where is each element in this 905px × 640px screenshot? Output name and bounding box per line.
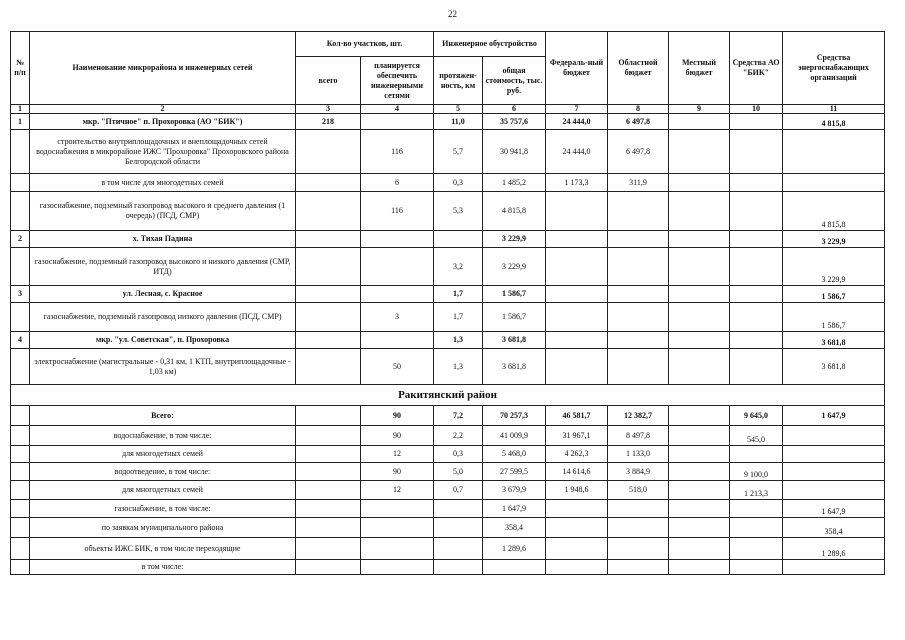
cell-length bbox=[434, 538, 483, 560]
cell-local bbox=[669, 231, 730, 248]
cell-length bbox=[434, 231, 483, 248]
cell-total: 12 bbox=[361, 481, 434, 500]
cell-total: 90 bbox=[361, 463, 434, 481]
cell-cost: 35 757,6 bbox=[483, 114, 546, 130]
cell-cost: 1 586,7 bbox=[483, 286, 546, 303]
table-row bbox=[11, 130, 885, 174]
cell-length: 0,3 bbox=[434, 446, 483, 463]
header-energy-funds: Средства энергоснабжающих организаций bbox=[783, 32, 885, 105]
cell-total bbox=[361, 560, 434, 575]
table-row bbox=[11, 560, 885, 575]
cell-regional bbox=[608, 349, 669, 385]
cell-cost: 3 679,9 bbox=[483, 481, 546, 500]
cell-total: 90 bbox=[361, 426, 434, 446]
row-name: газоснабжение, в том числе: bbox=[30, 500, 296, 518]
cell-cost: 1 289,6 bbox=[483, 538, 546, 560]
header-length: протяжен-ность, км bbox=[434, 57, 483, 105]
cell-energy: 1 647,9 bbox=[783, 406, 885, 426]
cell-cost: 3 229,9 bbox=[483, 248, 546, 286]
cell-planned bbox=[361, 114, 434, 130]
row-name: Всего: bbox=[30, 406, 296, 426]
cell-energy bbox=[783, 174, 885, 192]
engineering-networks-table bbox=[10, 31, 885, 575]
row-number bbox=[11, 463, 30, 481]
cell-length: 1,7 bbox=[434, 286, 483, 303]
row-name: х. Тихая Падина bbox=[30, 231, 296, 248]
row-number bbox=[11, 349, 30, 385]
cell-bik: 1 213,3 bbox=[730, 481, 783, 500]
cell-regional: 518,0 bbox=[608, 481, 669, 500]
cell-federal: 1 948,6 bbox=[546, 481, 608, 500]
header-federal-budget: Федераль-ный бюджет bbox=[546, 32, 608, 105]
cell-bik: 545,0 bbox=[730, 426, 783, 446]
cell-length: 1,7 bbox=[434, 303, 483, 332]
cell-energy: 1 586,7 bbox=[783, 303, 885, 332]
cell-federal bbox=[546, 332, 608, 349]
cell-local bbox=[669, 114, 730, 130]
cell-bik: 9 645,0 bbox=[730, 406, 783, 426]
cell-bik bbox=[730, 231, 783, 248]
table-row bbox=[11, 500, 885, 518]
cell-total-empty bbox=[296, 481, 361, 500]
cell-total bbox=[296, 130, 361, 174]
row-name: строительство внутриплощадочных и внеплощадочных сетей водоснабжения в микрорайоне ИЖС "Прохоровка" Прохоровского района Белгородской области bbox=[30, 130, 296, 174]
cell-total bbox=[296, 231, 361, 248]
cell-cost: 30 941,8 bbox=[483, 130, 546, 174]
cell-total bbox=[296, 174, 361, 192]
cell-regional: 311,9 bbox=[608, 174, 669, 192]
row-number bbox=[11, 500, 30, 518]
row-number bbox=[11, 481, 30, 500]
table-row bbox=[11, 463, 885, 481]
cell-federal: 46 581,7 bbox=[546, 406, 608, 426]
cell-regional bbox=[608, 231, 669, 248]
cell-planned bbox=[361, 231, 434, 248]
row-number bbox=[11, 130, 30, 174]
cell-regional bbox=[608, 538, 669, 560]
cell-cost bbox=[483, 560, 546, 575]
col-number: 5 bbox=[434, 105, 483, 114]
header-bik-funds: Средства АО "БИК" bbox=[730, 32, 783, 105]
cell-federal bbox=[546, 538, 608, 560]
table-row bbox=[11, 406, 885, 426]
cell-total bbox=[361, 538, 434, 560]
table-row bbox=[11, 481, 885, 500]
col-number: 8 bbox=[608, 105, 669, 114]
col-number: 3 bbox=[296, 105, 361, 114]
row-number: 1 bbox=[11, 114, 30, 130]
col-number: 7 bbox=[546, 105, 608, 114]
cell-total-empty bbox=[296, 426, 361, 446]
cell-total-empty bbox=[296, 500, 361, 518]
cell-federal bbox=[546, 560, 608, 575]
cell-local bbox=[669, 500, 730, 518]
cell-energy: 1 289,6 bbox=[783, 538, 885, 560]
cell-cost: 358,4 bbox=[483, 518, 546, 538]
row-name: газоснабжение, подземный газопровод высокого и среднего давления (1 очередь) (ПСД, СМР) bbox=[30, 192, 296, 231]
row-number bbox=[11, 446, 30, 463]
table-row bbox=[11, 114, 885, 130]
cell-local bbox=[669, 406, 730, 426]
row-number bbox=[11, 406, 30, 426]
row-number: 4 bbox=[11, 332, 30, 349]
cell-cost: 1 586,7 bbox=[483, 303, 546, 332]
cell-total-empty bbox=[296, 518, 361, 538]
table-row bbox=[11, 286, 885, 303]
cell-bik: 9 100,0 bbox=[730, 463, 783, 481]
cell-local bbox=[669, 248, 730, 286]
col-number: 10 bbox=[730, 105, 783, 114]
cell-total bbox=[361, 500, 434, 518]
cell-regional: 8 497,8 bbox=[608, 426, 669, 446]
cell-bik bbox=[730, 538, 783, 560]
header-col-number: № п/п bbox=[11, 32, 30, 105]
cell-bik bbox=[730, 192, 783, 231]
row-name: мкр. "Птичное" п. Прохоровка (АО "БИК") bbox=[30, 114, 296, 130]
cell-cost: 3 681,8 bbox=[483, 332, 546, 349]
cell-federal bbox=[546, 192, 608, 231]
cell-total bbox=[296, 303, 361, 332]
cell-bik bbox=[730, 174, 783, 192]
cell-energy bbox=[783, 463, 885, 481]
row-name: объекты ИЖС БИК, в том числе переходящие bbox=[30, 538, 296, 560]
cell-cost: 3 229,9 bbox=[483, 231, 546, 248]
row-name: водоотведение, в том числе: bbox=[30, 463, 296, 481]
col-number: 6 bbox=[483, 105, 546, 114]
table-row bbox=[11, 426, 885, 446]
cell-bik bbox=[730, 349, 783, 385]
row-number bbox=[11, 303, 30, 332]
cell-local bbox=[669, 130, 730, 174]
section-title: Ракитянский район bbox=[11, 385, 885, 406]
header-engineering-group: Инженерное обустройство bbox=[434, 32, 546, 57]
cell-bik bbox=[730, 500, 783, 518]
cell-cost: 3 681,8 bbox=[483, 349, 546, 385]
cell-planned bbox=[361, 248, 434, 286]
cell-federal bbox=[546, 286, 608, 303]
table-row bbox=[11, 538, 885, 560]
header-regional-budget: Областной бюджет bbox=[608, 32, 669, 105]
cell-total bbox=[296, 332, 361, 349]
cell-planned bbox=[361, 332, 434, 349]
cell-regional bbox=[608, 192, 669, 231]
cell-local bbox=[669, 286, 730, 303]
cell-local bbox=[669, 560, 730, 575]
row-name: по заявкам муниципального района bbox=[30, 518, 296, 538]
cell-federal bbox=[546, 248, 608, 286]
cell-regional bbox=[608, 560, 669, 575]
header-col-name: Наименование микрорайона и инженерных сетей bbox=[30, 32, 296, 105]
row-number: 2 bbox=[11, 231, 30, 248]
cell-cost: 70 257,3 bbox=[483, 406, 546, 426]
cell-total bbox=[296, 349, 361, 385]
cell-regional: 3 884,9 bbox=[608, 463, 669, 481]
row-name: водоснабжение, в том числе: bbox=[30, 426, 296, 446]
cell-federal: 4 262,3 bbox=[546, 446, 608, 463]
cell-total bbox=[296, 286, 361, 303]
cell-length: 5,3 bbox=[434, 192, 483, 231]
cell-regional bbox=[608, 332, 669, 349]
row-number bbox=[11, 174, 30, 192]
cell-length bbox=[434, 518, 483, 538]
cell-local bbox=[669, 303, 730, 332]
cell-energy bbox=[783, 446, 885, 463]
cell-planned: 50 bbox=[361, 349, 434, 385]
table-row bbox=[11, 332, 885, 349]
cell-energy bbox=[783, 481, 885, 500]
cell-total-empty bbox=[296, 463, 361, 481]
cell-local bbox=[669, 192, 730, 231]
table-row bbox=[11, 349, 885, 385]
cell-regional: 1 133,0 bbox=[608, 446, 669, 463]
cell-local bbox=[669, 174, 730, 192]
table-row bbox=[11, 174, 885, 192]
cell-federal: 31 967,1 bbox=[546, 426, 608, 446]
cell-length: 3,2 bbox=[434, 248, 483, 286]
table-row bbox=[11, 303, 885, 332]
table-row bbox=[11, 192, 885, 231]
cell-regional: 12 382,7 bbox=[608, 406, 669, 426]
row-number bbox=[11, 426, 30, 446]
cell-energy: 3 681,8 bbox=[783, 332, 885, 349]
cell-federal: 14 614,6 bbox=[546, 463, 608, 481]
cell-bik bbox=[730, 446, 783, 463]
row-name: электроснабжение (магистральные - 0,31 км, 1 КТП, внутриплощадочные - 1,03 км) bbox=[30, 349, 296, 385]
row-name: в том числе для многодетных семей bbox=[30, 174, 296, 192]
cell-bik bbox=[730, 286, 783, 303]
cell-energy: 4 815,8 bbox=[783, 114, 885, 130]
col-number: 1 bbox=[11, 105, 30, 114]
cell-cost: 4 815,8 bbox=[483, 192, 546, 231]
cell-federal: 1 173,3 bbox=[546, 174, 608, 192]
cell-bik bbox=[730, 130, 783, 174]
row-number bbox=[11, 248, 30, 286]
cell-local bbox=[669, 349, 730, 385]
row-number: 3 bbox=[11, 286, 30, 303]
cell-local bbox=[669, 463, 730, 481]
row-number bbox=[11, 538, 30, 560]
table-row bbox=[11, 518, 885, 538]
cell-total-empty bbox=[296, 406, 361, 426]
header-plots-planned: планируется обеспечить инженерными сетями bbox=[361, 57, 434, 105]
cell-regional: 6 497,8 bbox=[608, 130, 669, 174]
header-cost: общая стоимость, тыс. руб. bbox=[483, 57, 546, 105]
cell-federal: 24 444,0 bbox=[546, 130, 608, 174]
header-plots-group: Кол-во участков, шт. bbox=[296, 32, 434, 57]
cell-federal: 24 444,0 bbox=[546, 114, 608, 130]
cell-federal bbox=[546, 231, 608, 248]
row-number bbox=[11, 192, 30, 231]
cell-cost: 1 647,9 bbox=[483, 500, 546, 518]
section-row bbox=[11, 385, 885, 406]
cell-planned: 3 bbox=[361, 303, 434, 332]
column-numbers-row bbox=[11, 105, 885, 114]
cell-length: 2,2 bbox=[434, 426, 483, 446]
row-name: мкр. "ул. Советская", п. Прохоровка bbox=[30, 332, 296, 349]
cell-total bbox=[296, 192, 361, 231]
cell-energy: 3 229,9 bbox=[783, 248, 885, 286]
cell-regional bbox=[608, 500, 669, 518]
cell-bik bbox=[730, 518, 783, 538]
cell-length: 0,3 bbox=[434, 174, 483, 192]
col-number: 4 bbox=[361, 105, 434, 114]
cell-bik bbox=[730, 332, 783, 349]
row-name: ул. Лесная, с. Красное bbox=[30, 286, 296, 303]
cell-length bbox=[434, 560, 483, 575]
cell-cost: 5 468,0 bbox=[483, 446, 546, 463]
cell-bik bbox=[730, 303, 783, 332]
page-number: 22 bbox=[448, 9, 457, 19]
cell-energy: 1 647,9 bbox=[783, 500, 885, 518]
cell-planned: 116 bbox=[361, 130, 434, 174]
cell-local bbox=[669, 518, 730, 538]
cell-length: 0,7 bbox=[434, 481, 483, 500]
cell-energy bbox=[783, 426, 885, 446]
cell-local bbox=[669, 426, 730, 446]
cell-length bbox=[434, 500, 483, 518]
cell-total bbox=[361, 518, 434, 538]
cell-federal bbox=[546, 349, 608, 385]
cell-local bbox=[669, 538, 730, 560]
cell-energy bbox=[783, 560, 885, 575]
cell-length: 7,2 bbox=[434, 406, 483, 426]
cell-regional: 6 497,8 bbox=[608, 114, 669, 130]
cell-regional bbox=[608, 248, 669, 286]
cell-total-empty bbox=[296, 560, 361, 575]
cell-planned: 6 bbox=[361, 174, 434, 192]
cell-cost: 27 599,5 bbox=[483, 463, 546, 481]
cell-length: 1,3 bbox=[434, 349, 483, 385]
cell-regional bbox=[608, 286, 669, 303]
cell-total: 12 bbox=[361, 446, 434, 463]
cell-cost: 41 009,9 bbox=[483, 426, 546, 446]
row-number bbox=[11, 560, 30, 575]
cell-federal bbox=[546, 303, 608, 332]
cell-bik bbox=[730, 248, 783, 286]
row-number bbox=[11, 518, 30, 538]
cell-total: 90 bbox=[361, 406, 434, 426]
row-name: для многодетных семей bbox=[30, 446, 296, 463]
cell-federal bbox=[546, 518, 608, 538]
cell-energy: 358,4 bbox=[783, 518, 885, 538]
cell-length: 11,0 bbox=[434, 114, 483, 130]
cell-planned: 116 bbox=[361, 192, 434, 231]
cell-energy: 4 815,8 bbox=[783, 192, 885, 231]
cell-planned bbox=[361, 286, 434, 303]
cell-energy: 3 229,9 bbox=[783, 231, 885, 248]
row-name: газоснабжение, подземный газопровод высокого и низкого давления (СМР, ИТД) bbox=[30, 248, 296, 286]
cell-federal bbox=[546, 500, 608, 518]
cell-regional bbox=[608, 518, 669, 538]
cell-length: 5,0 bbox=[434, 463, 483, 481]
cell-total-empty bbox=[296, 538, 361, 560]
cell-energy bbox=[783, 130, 885, 174]
cell-length: 5,7 bbox=[434, 130, 483, 174]
cell-total: 218 bbox=[296, 114, 361, 130]
col-number: 11 bbox=[783, 105, 885, 114]
cell-total-empty bbox=[296, 446, 361, 463]
cell-cost: 1 485,2 bbox=[483, 174, 546, 192]
cell-local bbox=[669, 481, 730, 500]
col-number: 2 bbox=[30, 105, 296, 114]
cell-local bbox=[669, 332, 730, 349]
cell-energy: 3 681,8 bbox=[783, 349, 885, 385]
cell-bik bbox=[730, 560, 783, 575]
table-row bbox=[11, 248, 885, 286]
table-row bbox=[11, 231, 885, 248]
cell-length: 1,3 bbox=[434, 332, 483, 349]
col-number: 9 bbox=[669, 105, 730, 114]
cell-total bbox=[296, 248, 361, 286]
header-plots-total: всего bbox=[296, 57, 361, 105]
row-name: в том числе: bbox=[30, 560, 296, 575]
cell-regional bbox=[608, 303, 669, 332]
row-name: для многодетных семей bbox=[30, 481, 296, 500]
row-name: газоснабжение, подземный газопровод низкого давления (ПСД, СМР) bbox=[30, 303, 296, 332]
cell-local bbox=[669, 446, 730, 463]
header-local-budget: Местный бюджет bbox=[669, 32, 730, 105]
table-row bbox=[11, 446, 885, 463]
cell-bik bbox=[730, 114, 783, 130]
cell-energy: 1 586,7 bbox=[783, 286, 885, 303]
